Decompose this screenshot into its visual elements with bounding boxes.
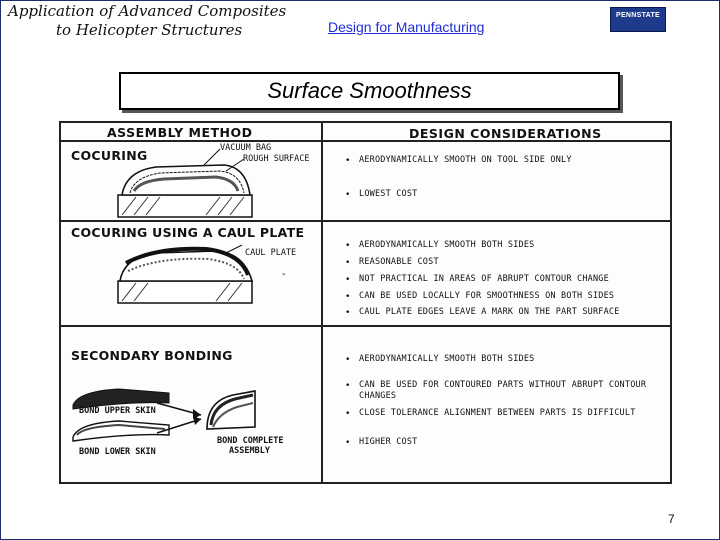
method-secondary-bonding: SECONDARY BONDING (71, 348, 233, 363)
column-divider (321, 123, 323, 482)
bullet-icon: • (345, 355, 351, 365)
course-title (8, 2, 288, 40)
label-bond-upper-skin: BOND UPPER SKIN (79, 406, 156, 416)
label-caul-plate: CAUL PLATE (245, 248, 297, 258)
bullet-icon: • (345, 275, 351, 285)
bullet-icon: • (345, 438, 351, 448)
bullet-icon: • (345, 308, 351, 318)
bullet-icon: • (345, 292, 351, 302)
penn-state-logo (610, 7, 666, 32)
svg-text:-: - (282, 269, 286, 280)
consideration-r2-1: • AERODYNAMICALLY SMOOTH BOTH SIDES (345, 240, 535, 251)
col-header-method: ASSEMBLY METHOD (107, 125, 253, 140)
subject-link[interactable]: Design for Manufacturing (328, 19, 485, 35)
scanned-table (59, 121, 672, 484)
bullet-icon: • (345, 241, 351, 251)
consideration-r1-2: • LOWEST COST (345, 189, 418, 200)
consideration-r2-3: • NOT PRACTICAL IN AREAS OF ABRUPT CONTOUR CHANGE (345, 274, 609, 285)
row-divider-2 (61, 325, 670, 327)
col-header-design: DESIGN CONSIDERATIONS (409, 126, 602, 141)
method-caul-plate: COCURING USING A CAUL PLATE (71, 225, 305, 240)
course-title-line1: Application of Advanced Composites (8, 2, 287, 20)
consideration-r2-2: • REASONABLE COST (345, 257, 439, 268)
bullet-icon: • (345, 156, 351, 166)
consideration-r3-1: • AERODYNAMICALLY SMOOTH BOTH SIDES (345, 354, 535, 365)
slide-title-text: Surface Smoothness (267, 78, 472, 103)
course-title-line2: to Helicopter Structures (56, 21, 243, 39)
slide-title (119, 72, 620, 110)
row-divider-1 (61, 220, 670, 222)
method-cocuring: COCURING (71, 148, 148, 163)
consideration-r3-3: • CLOSE TOLERANCE ALIGNMENT BETWEEN PARTS IS DIFFICULT (345, 408, 636, 419)
label-vacuum-bag: VACUUM BAG (220, 143, 272, 153)
bullet-icon: • (345, 258, 351, 268)
consideration-r1-1: • AERODYNAMICALLY SMOOTH ON TOOL SIDE ONLY (345, 155, 572, 166)
logo-text: PENNSTATE (615, 12, 661, 19)
consideration-r3-2: • CAN BE USED FOR CONTOURED PARTS WITHOUT ABRUPT CONTOUR CHANGES (345, 380, 647, 401)
consideration-r2-5: • CAUL PLATE EDGES LEAVE A MARK ON THE PART SURFACE (345, 307, 620, 318)
consideration-r3-4: • HIGHER COST (345, 437, 418, 448)
bullet-icon: • (345, 381, 351, 391)
page-number: 7 (668, 512, 675, 526)
cocuring-diagram (116, 153, 256, 219)
label-assembly: ASSEMBLY (229, 446, 270, 456)
label-rough-surface: ROUGH SURFACE (243, 154, 310, 164)
bullet-icon: • (345, 409, 351, 419)
label-bond-complete: BOND COMPLETE (217, 436, 284, 446)
consideration-r2-4: • CAN BE USED LOCALLY FOR SMOOTHNESS ON BOTH SIDES (345, 291, 615, 302)
label-bond-lower-skin: BOND LOWER SKIN (79, 447, 156, 457)
bullet-icon: • (345, 190, 351, 200)
